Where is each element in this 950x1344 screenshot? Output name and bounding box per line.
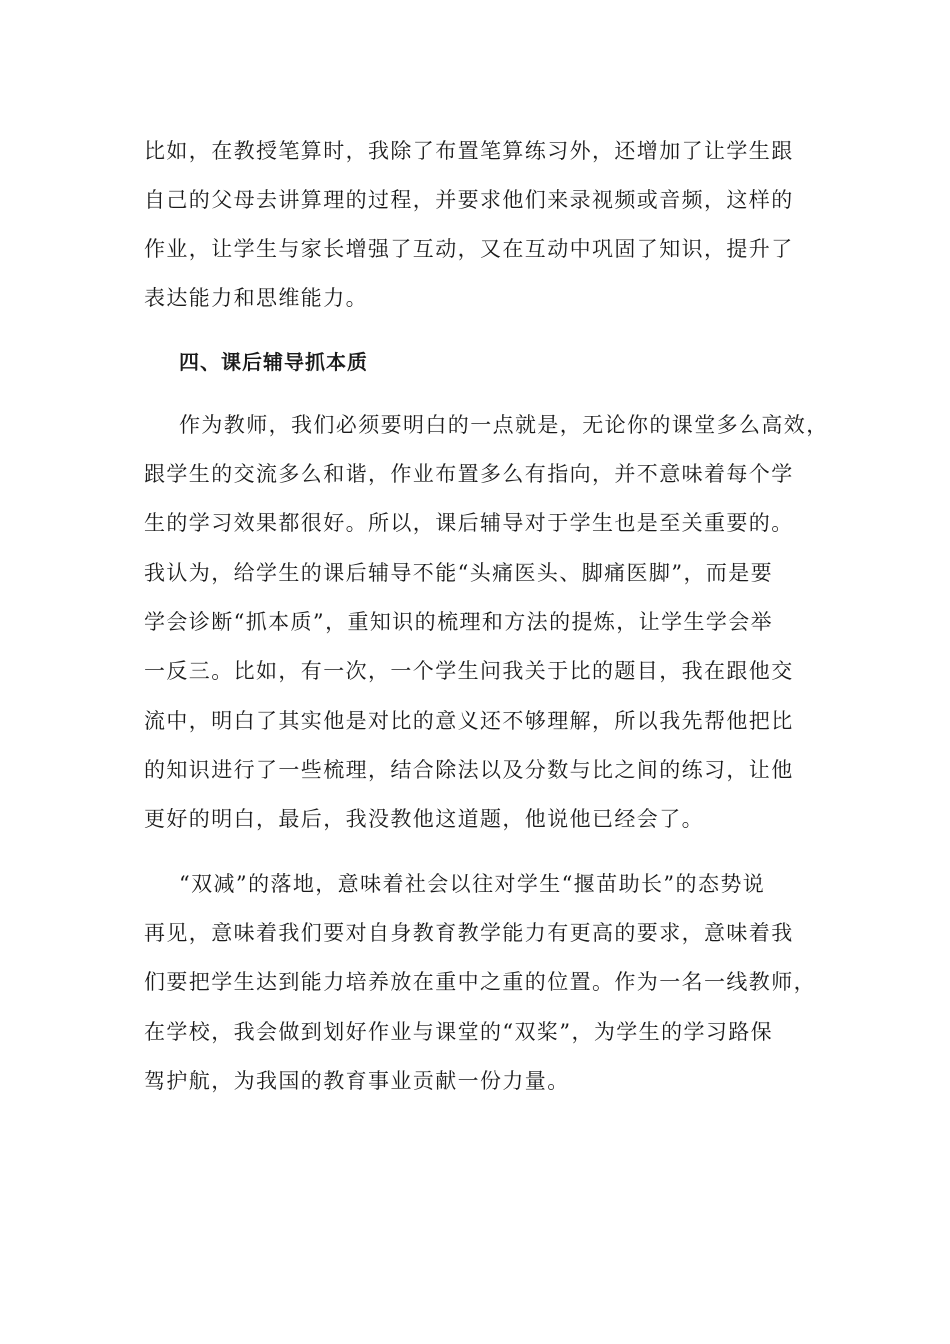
paragraph-line: “双减”的落地，意味着社会以往对学生“揠苗助长”的态势说 (179, 872, 766, 896)
paragraph-line: 流中，明白了其实他是对比的意义还不够理解，所以我先帮他把比 (144, 709, 794, 733)
paragraph-line: 在学校，我会做到划好作业与课堂的“双桨”，为学生的学习路保 (144, 1020, 774, 1044)
paragraph-line: 驾护航，为我国的教育事业贡献一份力量。 (144, 1069, 570, 1093)
paragraph-line: 我认为，给学生的课后辅导不能“头痛医头、脚痛医脚”，而是要 (144, 561, 774, 585)
paragraph-line: 跟学生的交流多么和谐，作业布置多么有指向，并不意味着每个学 (144, 462, 794, 486)
paragraph-line: 作为教师，我们必须要明白的一点就是，无论你的课堂多么高效， (179, 413, 829, 437)
paragraph-line: 生的学习效果都很好。所以，课后辅导对于学生也是至关重要的。 (144, 511, 794, 535)
paragraph-line: 一反三。比如，有一次，一个学生问我关于比的题目，我在跟他交 (144, 659, 794, 683)
paragraph-line: 表达能力和思维能力。 (144, 286, 368, 310)
paragraph-line: 比如，在教授笔算时，我除了布置笔算练习外，还增加了让学生跟 (144, 139, 794, 163)
paragraph-line: 作业，让学生与家长增强了互动，又在互动中巩固了知识，提升了 (144, 237, 794, 261)
paragraph-line: 再见，意味着我们要对自身教育教学能力有更高的要求，意味着我 (144, 921, 794, 945)
section-heading: 四、课后辅导抓本质 (179, 350, 368, 374)
paragraph-line: 的知识进行了一些梳理，结合除法以及分数与比之间的练习，让他 (144, 758, 794, 782)
paragraph-line: 更好的明白，最后，我没教他这道题，他说他已经会了。 (144, 807, 704, 831)
paragraph-line: 们要把学生达到能力培养放在重中之重的位置。作为一名一线教师， (144, 970, 816, 994)
paragraph-line: 学会诊断“抓本质”，重知识的梳理和方法的提炼，让学生学会举 (144, 610, 774, 634)
paragraph-line: 自己的父母去讲算理的过程，并要求他们来录视频或音频，这样的 (144, 188, 794, 212)
